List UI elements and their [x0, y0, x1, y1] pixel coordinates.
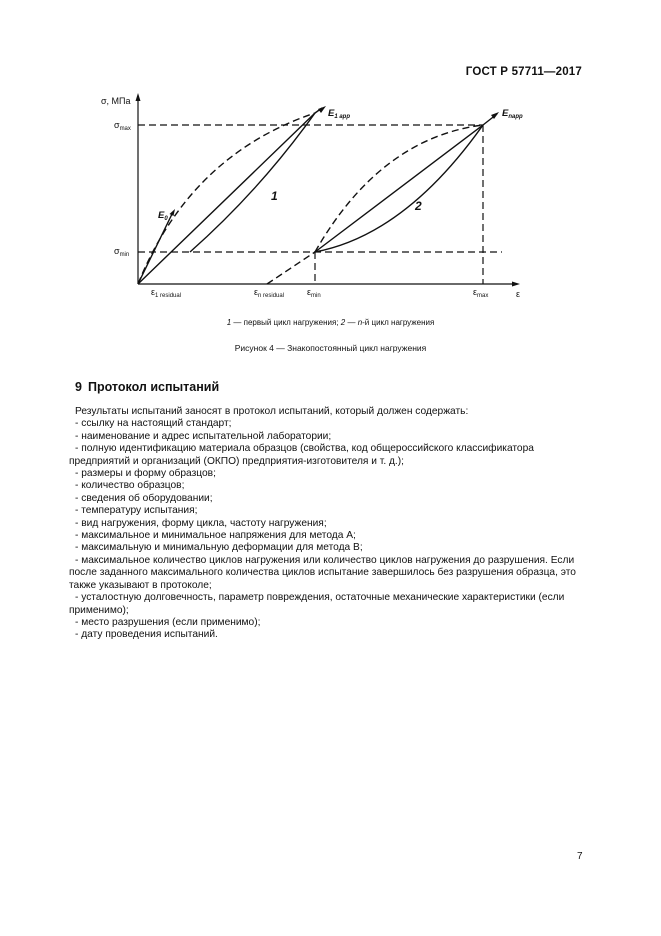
e0-label: $E_0$ — [158, 210, 168, 222]
list-item: - дату проведения испытаний. — [75, 629, 218, 641]
enapp-label: $E_{napp}$ — [502, 108, 523, 120]
curve-2-label: 2 — [415, 199, 422, 213]
curve-2-secant — [315, 125, 483, 252]
e0-tangent — [138, 212, 173, 284]
list-item: - вид нагружения, форму цикла, частоту нагружения; — [75, 517, 327, 529]
list-item: - температуру испытания; — [75, 505, 198, 517]
list-item: - количество образцов; — [75, 480, 185, 492]
list-item: - максимальную и минимальную деформации для метода В; — [75, 542, 363, 554]
section-heading — [75, 380, 219, 394]
eps-n-residual-label: $\varepsilon_{n residual}$ — [254, 287, 285, 299]
section-title: Протокол испытаний — [87, 380, 220, 394]
e1app-label: $E_{1 app}$ — [328, 108, 351, 120]
document-standard-number: ГОСТ Р 57711—2017 — [465, 66, 582, 78]
figure-legend: 1 — первый цикл нагружения; 2 — n-й цикл нагружения — [226, 318, 435, 327]
x-axis-arrow — [512, 282, 520, 287]
curve-1-secant — [138, 113, 315, 284]
sigma-min-label: $\sigma_{min}$ — [114, 246, 130, 258]
section-body — [69, 406, 582, 642]
list-item: - наименование и адрес испытательной лаборатории; — [75, 430, 332, 442]
list-item: - максимальное и минимальное напряжения для метода А; — [75, 530, 356, 542]
sigma-max-label: $\sigma_{max}$ — [114, 120, 131, 132]
x-axis-label: ε — [516, 289, 521, 299]
eps-1-residual-label: $\varepsilon_{1 residual}$ — [151, 287, 182, 299]
list-item: - сведения об оборудовании; — [75, 492, 213, 504]
paragraph: Результаты испытаний заносят в протокол испытаний, который должен содержать: — [75, 406, 469, 417]
y-axis-arrow — [136, 93, 141, 101]
list-item: - место разрушения (если применимо); — [75, 616, 261, 628]
list-item: - полную идентификацию материала образцов (свойства, код общероссийского классификатора предприятий и организаций (ОКПО) предприятия-изготовителя и т. д.); — [69, 443, 534, 467]
y-axis-label: σ, МПа — [101, 96, 131, 106]
page-number: 7 — [577, 851, 583, 862]
curve-2-residual-extension — [267, 252, 315, 284]
eps-min-label: $\varepsilon_{min}$ — [307, 287, 321, 299]
figure-caption: Рисунок 4 — Знакопостоянный цикл нагружения — [234, 343, 427, 353]
list-item: - усталостную долговечность, параметр повреждения, остаточные механические характеристики (если применимо); — [69, 592, 565, 616]
stress-strain-diagram — [0, 0, 661, 340]
list-item: - размеры и форму образцов; — [75, 468, 216, 480]
list-item: - ссылку на настоящий стандарт; — [75, 418, 232, 430]
list-item: - максимальное количество циклов нагружения или количество циклов нагружения до разрушения. Если после заданного максимального количества циклов испытание завершилось без разрушения образца, это также указывают в протоколе; — [69, 554, 576, 591]
curve-1-unloading — [190, 113, 315, 252]
eps-max-label: $\varepsilon_{max}$ — [473, 287, 489, 299]
section-number: 9 — [75, 380, 82, 394]
e0-arrow-head — [170, 209, 176, 216]
curve-1-label: 1 — [271, 189, 278, 203]
